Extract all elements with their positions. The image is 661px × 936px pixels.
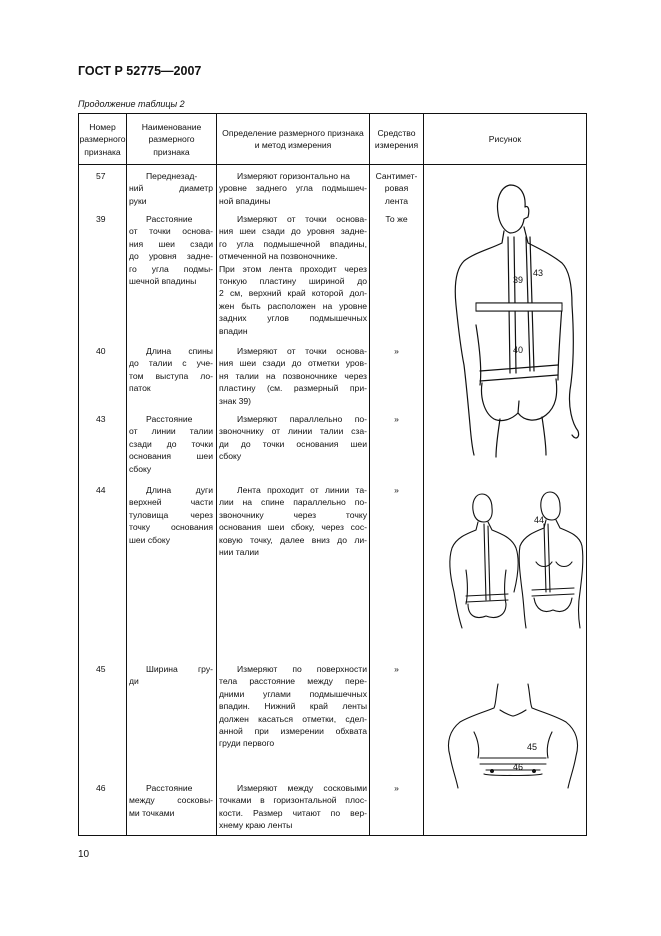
row-44-name: Длина дуги верхней части туловища через точку основания шеи сбоку <box>129 485 213 545</box>
row-57-name: Переднезад- ний диаметр руки <box>129 171 213 206</box>
arc-measurement-figure <box>440 488 585 636</box>
label-45: 45 <box>527 742 538 752</box>
document-title: ГОСТ Р 52775—2007 <box>78 64 202 78</box>
row-45-number: 45 <box>96 664 106 674</box>
row-39-name: Расстояние от точки основа- ния шеи сзади до уровня задне- го угла подмы- шечной впадины <box>129 214 213 287</box>
row-44-number: 44 <box>96 485 106 495</box>
row-57-definition: Измеряют горизонтально на уровне заднего угла подмышеч- ной впадины <box>219 171 367 206</box>
row-45-tool: » <box>394 664 399 674</box>
chest-width-figure <box>440 676 585 796</box>
row-46-number: 46 <box>96 783 106 793</box>
row-43-tool: » <box>394 414 399 424</box>
row-57-number: 57 <box>96 171 106 181</box>
back-view-figure <box>440 175 585 460</box>
label-40: 40 <box>513 345 524 355</box>
row-43-definition: Измеряют параллельно по- звоночнику от линии талии сза- ди до точки основания шеи сбоку <box>219 414 367 462</box>
row-40-number: 40 <box>96 346 106 356</box>
page-number: 10 <box>78 849 90 860</box>
row-40-name: Длина спины до талии с уче- том выступа ло- паток <box>129 346 213 394</box>
row-39-tool: То же <box>385 214 408 224</box>
row-46-tool: » <box>394 783 399 793</box>
row-45-name: Ширина гру- ди <box>129 664 213 687</box>
row-45-definition: Измеряют по поверхности тела расстояние между пере- дними углами подмышечных впадин. Нижний край ленты должен касаться отметки, сдел- анной при измерении обхвата груди первого <box>219 664 367 749</box>
row-43-number: 43 <box>96 414 106 424</box>
row-39-number: 39 <box>96 214 106 224</box>
column-header-figure: Рисунок <box>488 134 522 144</box>
label-43: 43 <box>533 268 544 278</box>
row-44-definition: Лента проходит от линии та- лии на спине параллельно по- звоночнику через точку основания шеи сбоку, через сос- ковую точку, далее вниз до ли- нии талии <box>219 485 367 558</box>
label-46: 46 <box>513 762 524 772</box>
row-44-tool: » <box>394 485 399 495</box>
column-header-definition: Определение размерного признака и метод измерения <box>222 128 364 151</box>
row-40-definition: Измеряют от точки основа- ния шеи сзади до отметки уров- ня талии на позвоночнике через пластину (см. размерный при- знак 39) <box>219 346 367 406</box>
label-44: 44 <box>534 515 545 525</box>
row-46-definition: Измеряют между сосковыми точками в горизонтальной плос- кости. Размер читают по вер- хнему краю ленты <box>219 783 367 831</box>
table-continuation-label: Продолжение таблицы 2 <box>78 99 185 109</box>
row-40-tool: » <box>394 346 399 356</box>
row-43-name: Расстояние от линии талии сзади до точки основания шеи сбоку <box>129 414 213 474</box>
column-header-number: Номер размерного признака <box>79 122 126 157</box>
row-39-definition: Измеряют от точки основа- ния шеи сзади до уровня задне- го угла подмышечной впадины, отмеченной на позвоночнике. При этом лента проходит через тонкую пластину шириной до 2 см, верхний край которой дол- жен быть расположен на уровне задних углов подмышечных впадин <box>219 214 367 336</box>
row-57-tool: Сантимет- ровая лента <box>375 171 418 206</box>
row-46-name: Расстояние между сосковы- ми точками <box>129 783 213 818</box>
column-header-tool: Средство измерения <box>374 128 419 151</box>
label-39: 39 <box>513 275 524 285</box>
column-header-name: Наименование размерного признака <box>141 122 202 157</box>
